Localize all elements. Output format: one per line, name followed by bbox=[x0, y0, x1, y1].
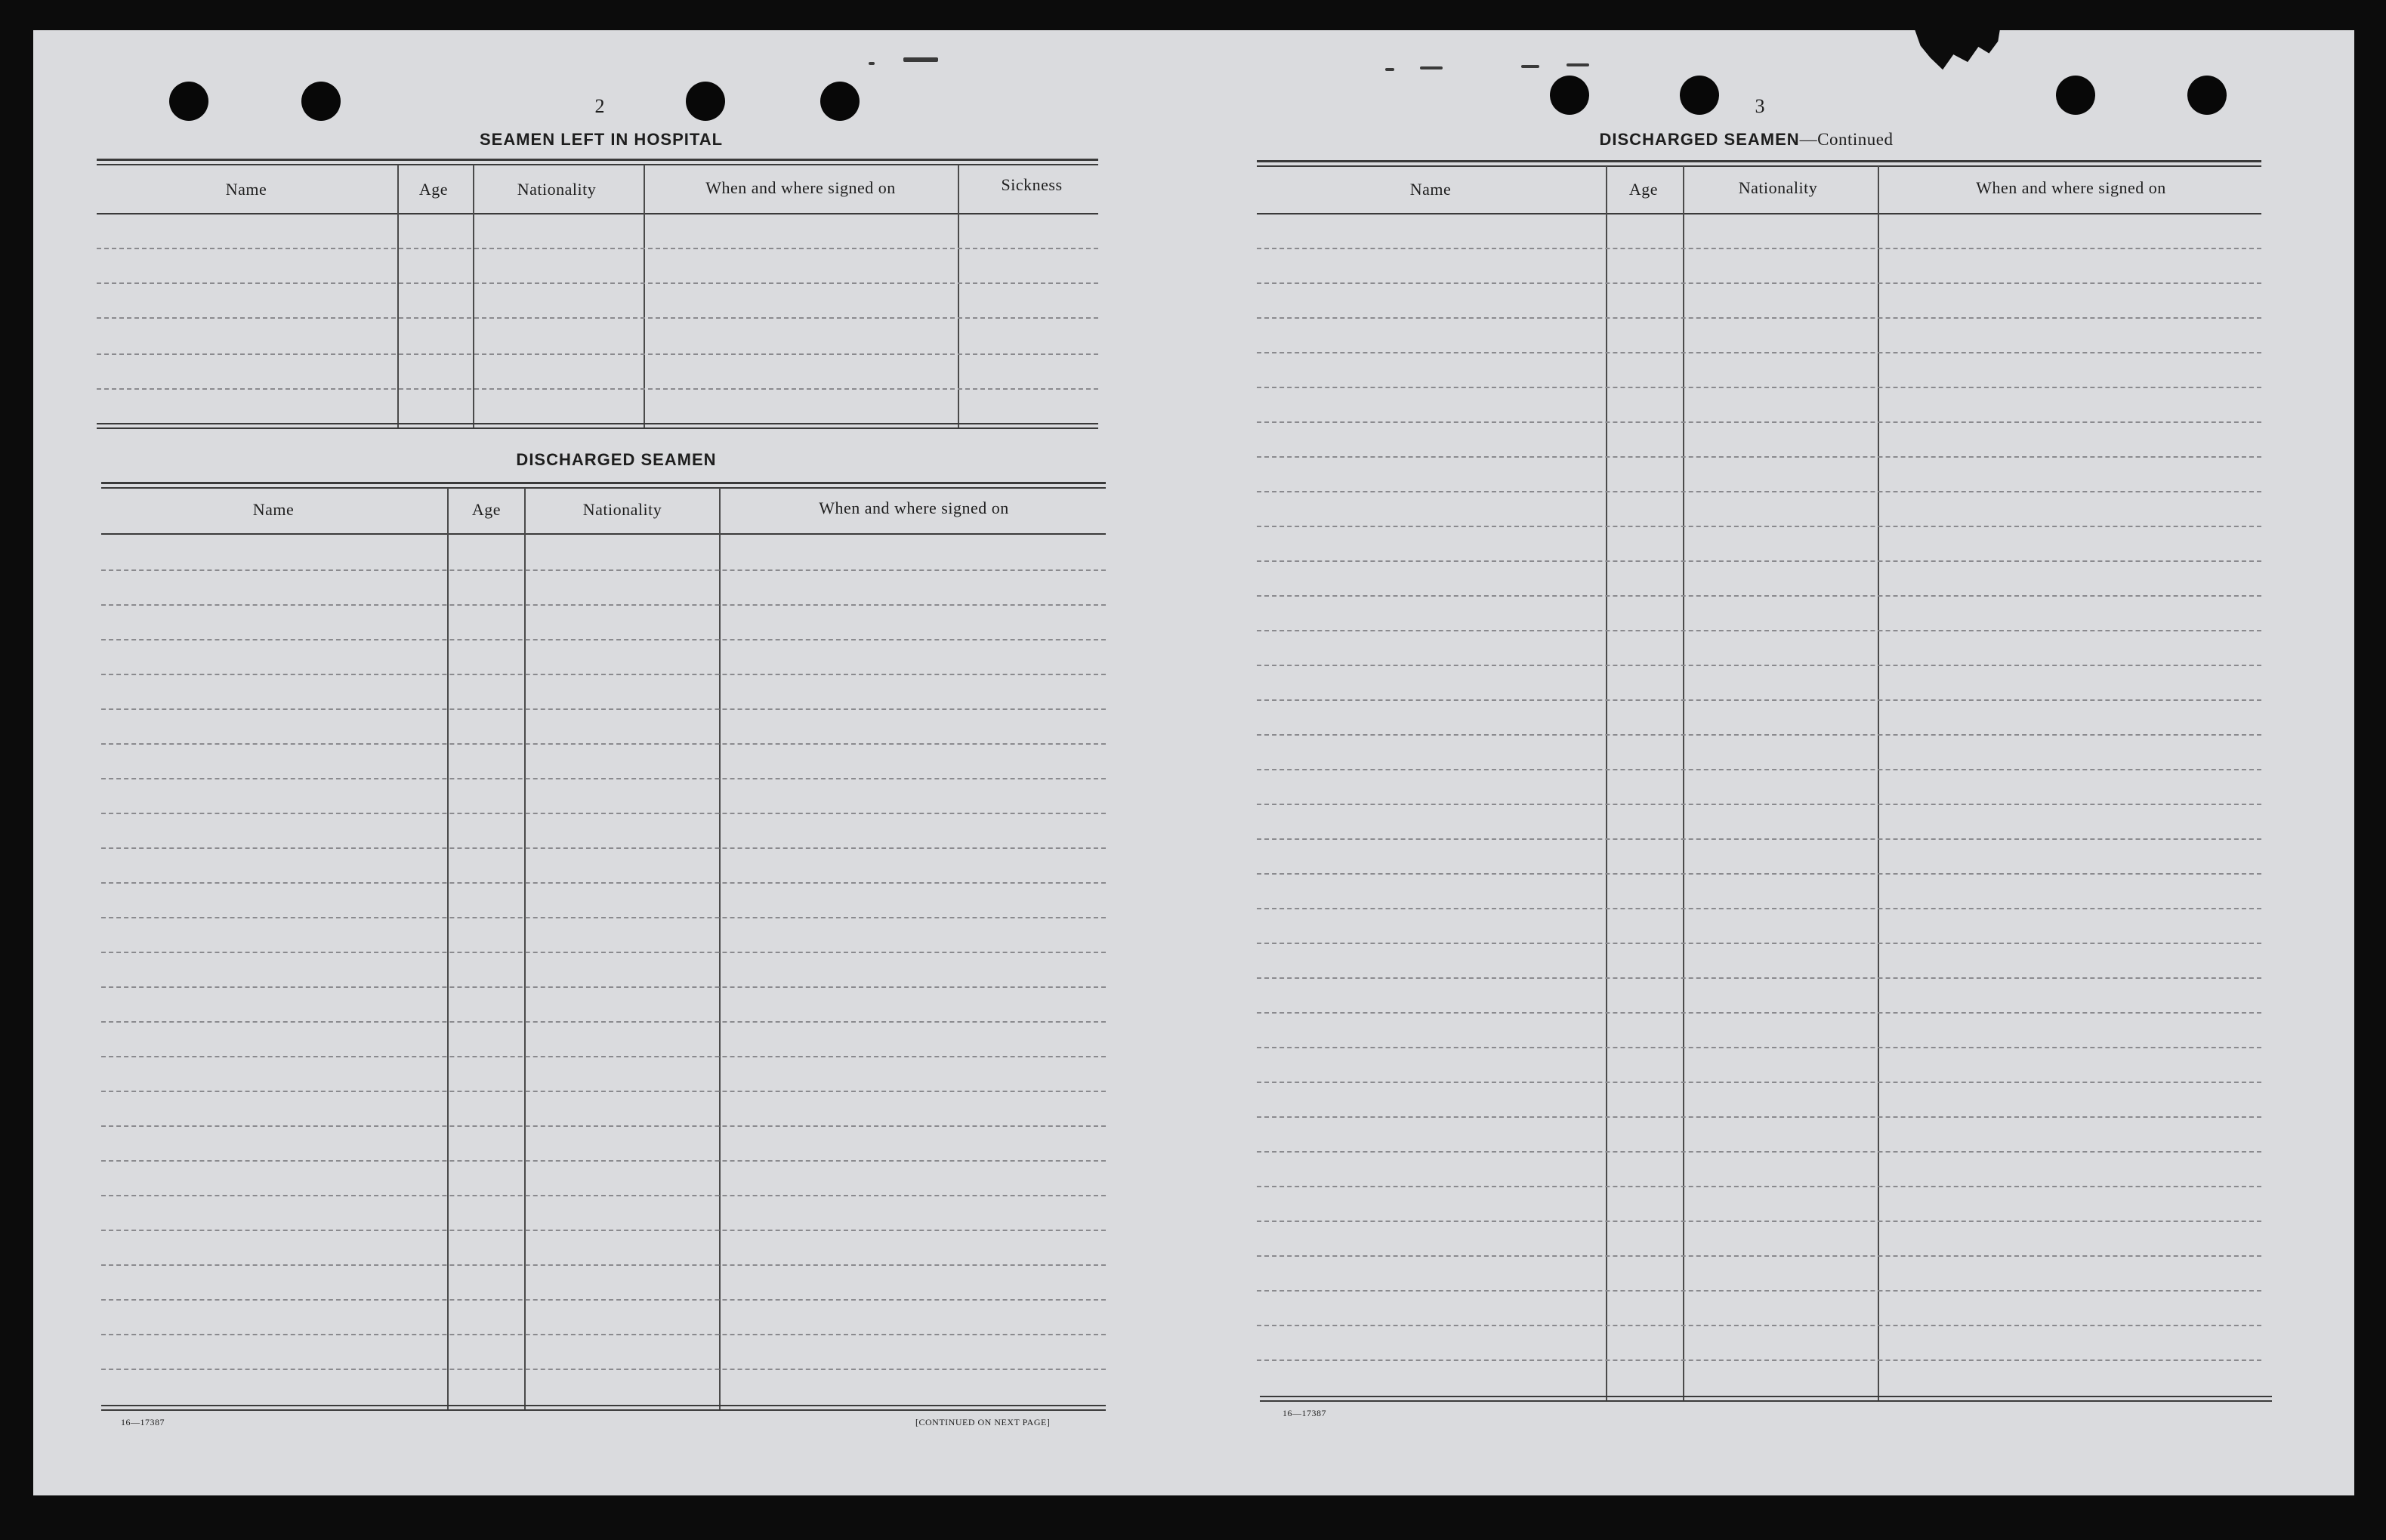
row-line bbox=[101, 1195, 1106, 1196]
table-bottom-rule bbox=[97, 423, 1098, 424]
column-header-sickness: Sickness bbox=[1001, 175, 1063, 194]
punch-hole-icon bbox=[169, 82, 208, 121]
row-line bbox=[101, 1091, 1106, 1092]
header-rule bbox=[101, 533, 1106, 535]
column-divider bbox=[719, 488, 721, 1409]
row-line bbox=[101, 1021, 1106, 1023]
row-line bbox=[1257, 873, 2261, 875]
table-bottom-rule bbox=[1260, 1396, 2272, 1397]
row-line bbox=[1257, 1290, 2261, 1292]
row-line bbox=[1257, 665, 2261, 666]
punch-hole-icon bbox=[301, 82, 341, 121]
table-top-rule bbox=[101, 487, 1106, 489]
section-title-discharged: DISCHARGED SEAMEN bbox=[516, 450, 717, 469]
row-line bbox=[101, 639, 1106, 640]
row-line bbox=[97, 317, 1098, 319]
section-title-text: DISCHARGED SEAMEN bbox=[1599, 130, 1800, 149]
row-line bbox=[1257, 908, 2261, 909]
row-line bbox=[1257, 838, 2261, 840]
row-line bbox=[1257, 387, 2261, 388]
row-line bbox=[101, 1160, 1106, 1162]
row-line bbox=[1257, 317, 2261, 319]
row-line bbox=[101, 1125, 1106, 1127]
column-header-signed-on: When and where signed on bbox=[705, 178, 896, 197]
row-line bbox=[101, 952, 1106, 953]
column-header-nationality: Nationality bbox=[1738, 178, 1818, 197]
column-header-name: Name bbox=[252, 500, 295, 519]
column-header-age: Age bbox=[471, 500, 502, 519]
row-line bbox=[1257, 248, 2261, 249]
row-line bbox=[1257, 560, 2261, 562]
ink-speck bbox=[903, 57, 938, 62]
form-number: 16—17387 bbox=[1283, 1408, 1326, 1418]
row-line bbox=[101, 1334, 1106, 1335]
row-line bbox=[1257, 1116, 2261, 1118]
row-line bbox=[101, 569, 1106, 571]
page-number: 2 bbox=[594, 95, 605, 117]
row-line bbox=[101, 1056, 1106, 1057]
punch-hole-icon bbox=[2056, 76, 2095, 115]
row-line bbox=[101, 882, 1106, 884]
page-number: 3 bbox=[1755, 95, 1765, 117]
row-line bbox=[1257, 943, 2261, 944]
form-number: 16—17387 bbox=[121, 1417, 165, 1427]
table-bottom-rule bbox=[101, 1409, 1106, 1411]
row-line bbox=[97, 282, 1098, 284]
punch-hole-icon bbox=[820, 82, 860, 121]
punch-hole-icon bbox=[1550, 76, 1589, 115]
continued-note: [CONTINUED ON NEXT PAGE] bbox=[915, 1417, 1051, 1427]
punch-hole-icon bbox=[2187, 76, 2227, 115]
row-line bbox=[97, 248, 1098, 249]
row-line bbox=[97, 353, 1098, 355]
column-header-age: Age bbox=[418, 180, 449, 199]
row-line bbox=[101, 847, 1106, 849]
column-header-name: Name bbox=[1409, 180, 1452, 199]
section-title-suffix: —Continued bbox=[1799, 130, 1894, 149]
row-line bbox=[101, 1264, 1106, 1266]
row-line bbox=[1257, 352, 2261, 353]
row-line bbox=[1257, 421, 2261, 423]
row-line bbox=[1257, 734, 2261, 736]
row-line bbox=[1257, 595, 2261, 597]
row-line bbox=[1257, 1012, 2261, 1014]
row-line bbox=[101, 708, 1106, 710]
row-line bbox=[1257, 1255, 2261, 1257]
row-line bbox=[97, 388, 1098, 390]
row-line bbox=[1257, 1151, 2261, 1153]
row-line bbox=[101, 778, 1106, 779]
table-bottom-rule bbox=[101, 1405, 1106, 1406]
row-line bbox=[1257, 977, 2261, 979]
column-header-name: Name bbox=[225, 180, 267, 199]
header-rule bbox=[1257, 213, 2261, 214]
manifest-sheet bbox=[33, 30, 2354, 1495]
table-top-rule bbox=[97, 164, 1098, 165]
header-rule bbox=[97, 213, 1098, 214]
table-top-rule bbox=[1257, 165, 2261, 167]
row-line bbox=[101, 986, 1106, 988]
ink-speck bbox=[1566, 63, 1589, 66]
row-line bbox=[101, 1299, 1106, 1301]
table-top-rule bbox=[101, 482, 1106, 484]
row-line bbox=[1257, 1325, 2261, 1326]
column-divider bbox=[524, 488, 526, 1409]
ink-speck bbox=[1385, 68, 1394, 71]
row-line bbox=[1257, 804, 2261, 805]
column-header-age: Age bbox=[1628, 180, 1659, 199]
column-header-signed-on: When and where signed on bbox=[819, 498, 1009, 517]
table-bottom-rule bbox=[97, 427, 1098, 429]
row-line bbox=[101, 1369, 1106, 1370]
row-line bbox=[1257, 1082, 2261, 1083]
row-line bbox=[1257, 699, 2261, 701]
punch-hole-icon bbox=[1680, 76, 1719, 115]
table-top-rule bbox=[1257, 160, 2261, 162]
column-header-nationality: Nationality bbox=[517, 180, 597, 199]
table-bottom-rule bbox=[1260, 1400, 2272, 1402]
row-line bbox=[1257, 1186, 2261, 1187]
column-divider bbox=[447, 488, 449, 1409]
ink-speck bbox=[1521, 65, 1539, 68]
row-line bbox=[101, 674, 1106, 675]
section-title-hospital: SEAMEN LEFT IN HOSPITAL bbox=[479, 130, 724, 149]
ink-speck bbox=[869, 62, 875, 65]
row-line bbox=[1257, 282, 2261, 284]
row-line bbox=[1257, 630, 2261, 631]
table-top-rule bbox=[97, 159, 1098, 161]
row-line bbox=[1257, 1221, 2261, 1222]
row-line bbox=[101, 604, 1106, 606]
section-title-discharged-continued bbox=[1600, 130, 1894, 150]
row-line bbox=[1257, 491, 2261, 492]
row-line bbox=[101, 743, 1106, 745]
row-line bbox=[101, 1230, 1106, 1231]
row-line bbox=[1257, 456, 2261, 458]
row-line bbox=[101, 917, 1106, 918]
row-line bbox=[101, 813, 1106, 814]
row-line bbox=[1257, 526, 2261, 527]
row-line bbox=[1257, 1047, 2261, 1048]
row-line bbox=[1257, 1359, 2261, 1361]
column-header-signed-on: When and where signed on bbox=[1976, 178, 2166, 197]
row-line bbox=[1257, 769, 2261, 770]
punch-hole-icon bbox=[686, 82, 725, 121]
column-header-nationality: Nationality bbox=[582, 500, 662, 519]
ink-speck bbox=[1420, 66, 1443, 69]
